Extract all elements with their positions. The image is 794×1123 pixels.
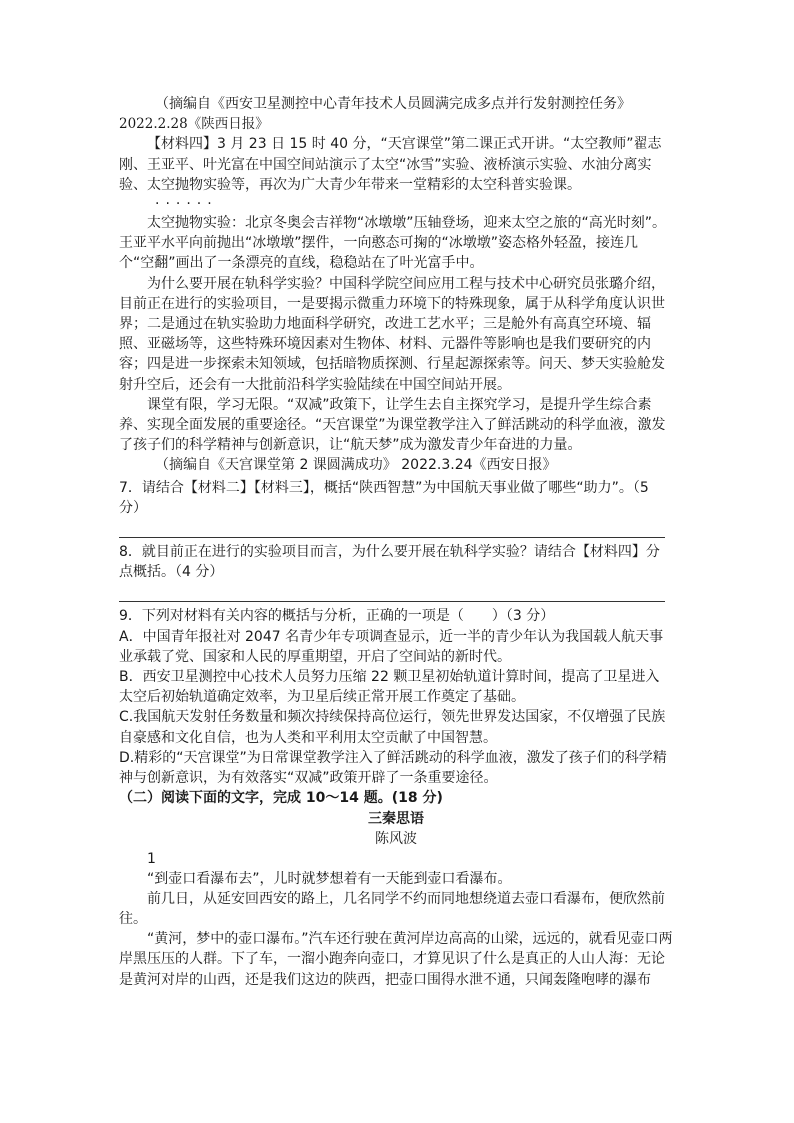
option-d[interactable]: D.精彩的“天宫课堂”为日常课堂教学注入了鲜活跳动的科学血液，激发了孩子们的科学精神与创新意识，为有效落实“双减”政策开辟了一条重要途径。 — [119, 749, 667, 787]
article-author: 陈风波 — [375, 830, 417, 847]
section-two-heading: （二）阅读下面的文字，完成 10～14 题。(18 分) — [119, 790, 443, 807]
question-9: 9．下列对材料有关内容的概括与分析，正确的一项是（ ）（3 分） — [119, 608, 555, 625]
source-line-1: （摘编自《西安卫星测控中心青年技术人员圆满完成多点并行发射测控任务》 — [155, 96, 631, 112]
article-paragraph-3: “黄河，梦中的壶口瀑布。”汽车还行驶在黄河岸边高高的山梁，远远的，就看见壶口两岸黑压压的人群。下了车，一溜小跑奔向壶口，才算见识了什么是真正的人山人海：无论是黄河对岸的山西，还是我们这边的陕西，把壶口围得水泄不通，只闻轰隆咆哮的瀑布 — [119, 931, 673, 988]
material-four-paragraph-3: 课堂有限，学习无限。“双减”政策下，让学生去自主探究学习，是提升学生综合素养、实现全面发展的重要途径。“天宫课堂”为课堂教学注入了鲜活跳动的科学血液，激发了孩子们的科学精神与创新意识，让“航天梦”成为激发青少年奋进的力量。 — [119, 396, 666, 454]
article-paragraph-2: 前几日，从延安回西安的路上，几名同学不约而同地想绕道去壶口看瀑布，便欣然前往。 — [119, 890, 665, 927]
article-title: 三秦思语 — [368, 810, 424, 827]
part-number: 1 — [147, 850, 156, 867]
answer-line-8[interactable] — [119, 582, 665, 602]
option-a[interactable]: A．中国青年报社对 2047 名青少年专项调查显示，近一半的青少年认为我国载人航天事业承载了党、国家和人民的厚重期望，开启了空间站的新时代。 — [119, 628, 664, 665]
material-four-paragraph-1: 太空抛物实验：北京冬奥会吉祥物“冰墩墩”压轴登场，迎来太空之旅的“高光时刻”。王亚平水平向前抛出“冰墩墩”摆件，一向憨态可掬的“冰墩墩”姿态格外轻盈，接连几个“空翻”画出了一条漂亮的直线，稳稳站在了叶光富手中。 — [119, 215, 667, 272]
source-citation-3 — [119, 94, 673, 114]
material-four-intro: 【材料四】3 月 23 日 15 时 40 分，“天宫课堂”第二课正式开讲。“太空教师”翟志刚、王亚平、叶光富在中国空间站演示了太空“冰雪”实验、液桥演示实验、水油分离实验、太空抛物实验等，再次为广大青少年带来一堂精彩的太空科普实验课。 — [119, 136, 662, 193]
ellipsis-dots: ······ — [155, 196, 218, 213]
option-c[interactable]: C.我国航天发射任务数量和频次持续保持高位运行，领先世界发达国家，不仅增强了民族自豪感和文化自信，也为人类和平利用太空贡献了中国智慧。 — [119, 709, 666, 746]
question-8: 8．就目前正在进行的实验项目而言，为什么要开展在轨科学实验？请结合【材料四】分点概括。（4 分） — [119, 544, 660, 581]
answer-line-7[interactable] — [119, 518, 665, 538]
document-page — [119, 94, 673, 990]
question-7: 7．请结合【材料二】【材料三】，概括“陕西智慧”为中国航天事业做了哪些“助力”。（5 分） — [119, 479, 649, 516]
option-b[interactable]: B．西安卫星测控中心技术人员努力压缩 22 颗卫星初始轨道计算时间，提高了卫星进入太空后初始轨道确定效率，为卫星后续正常开展工作奠定了基础。 — [119, 669, 660, 706]
source-citation-4: （摘编自《天宫课堂第 2 课圆满成功》 2022.3.24《西安日报》 — [155, 457, 557, 474]
material-four-paragraph-2: 为什么要开展在轨科学实验？中国科学院空间应用工程与技术中心研究员张璐介绍，目前正在进行的实验项目，一是要揭示微重力环境下的特殊现象，属于从科学角度认识世界；二是通过在轨实验助力地面科学研究，改进工艺水平；三是舱外有高真空环境、辐照、亚磁场等，这些特殊环境因素对生物体、材料、元器件等影响也是我们要研究的内容；四是进一步探索未知领域，包括暗物质探测、行星起源探索等。问天、梦天实验舱发射升空后，还会有一大批前沿科学实验陆续在中国空间站开展。 — [119, 275, 665, 393]
source-date-3: 2022.2.28《陕西日报》 — [119, 116, 269, 133]
article-paragraph-1: “到壶口看瀑布去”，儿时就梦想着有一天能到壶口看瀑布。 — [147, 870, 512, 887]
